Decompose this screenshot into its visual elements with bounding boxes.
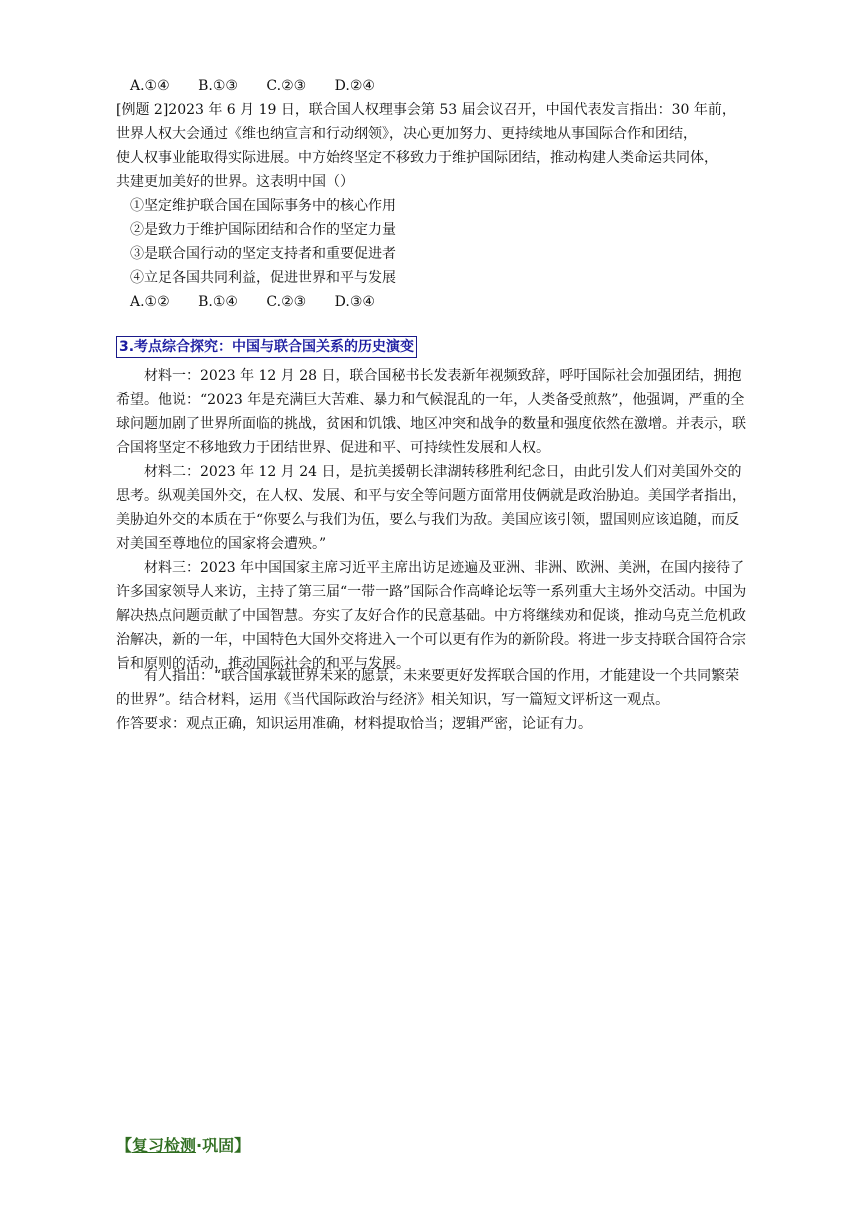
review-link-check[interactable]: 复习检测 [132, 1136, 197, 1155]
q1-option-b: B.①③ [198, 78, 238, 94]
example2-stem-line2: 世界人权大会通过《维也纳宣言和行动纲领》，决心更加努力、更持续地从事国际合作和团结， [116, 126, 697, 142]
answer-requirement: 作答要求：观点正确，知识运用准确，材料提取恰当；逻辑严密，论证有力。 [116, 716, 592, 732]
example2-option-c: C.②③ [266, 294, 307, 310]
example2-item-4: ④立足各国共同利益，促进世界和平与发展 [130, 270, 396, 286]
material-1: 材料一：2023 年 12 月 28 日，联合国秘书长发表新年视频致辞，呼吁国际社会加强团结，拥抱希望。他说：“2023 年是充满巨大苦难、暴力和气候混乱的一年，人类备受煎熬”，他强调，严重的全球问题加剧了世界所面临的挑战，贫困和饥饿、地区冲突和战争的数量和强度依然在激增。并表示，联合国将坚定不移地致力于团结世界、促进和平、可持续性发展和人权。 [116, 368, 746, 456]
review-heading: 【复习检测·巩固】 [116, 1136, 251, 1155]
example2-option-a: A.①② [130, 294, 170, 310]
example2-label: [例题 2] [116, 102, 169, 118]
example2-item-1: ①坚定维护联合国在国际事务中的核心作用 [130, 198, 396, 214]
material-3: 材料三：2023 年中国国家主席习近平主席出访足迹遍及亚洲、非洲、欧洲、美洲，在国内接待了许多国家领导人来访，主持了第三届“一带一路”国际合作高峰论坛等一系列重大主场外交活动。中国为解决热点问题贡献了中国智慧。夯实了友好合作的民意基础。中方将继续劝和促谈，推动乌克兰危机政治解决，新的一年，中国特色大国外交将进入一个可以更有作为的新阶段。将进一步支持联合国符合宗旨和原则的活动，推动国际社会的和平与发展。 [116, 560, 747, 672]
section3-title: 3.考点综合探究：中国与联合国关系的历史演变 [116, 336, 417, 358]
essay-question: 有人指出：“联合国承载世界未来的愿景，未来要更好发挥联合国的作用，才能建设一个共同繁荣的世界”。结合材料，运用《当代国际政治与经济》相关知识，写一篇短文评析这一观点。 [116, 668, 740, 708]
example2-item-3: ③是联合国行动的坚定支持者和重要促进者 [130, 246, 396, 262]
material-2: 材料二：2023 年 12 月 24 日，是抗美援朝长津湖转移胜利纪念日，由此引发人们对美国外交的思考。纵观美国外交，在人权、发展、和平与安全等问题方面常用伎俩就是政治胁迫。美国学者指出，美胁迫外交的本质在于“你要么与我们为伍，要么与我们为敌。美国应该引领，盟国则应该追随，而反对美国至尊地位的国家将会遭殃。” [116, 464, 746, 552]
q1-option-d: D.②④ [334, 78, 375, 94]
q1-options [130, 74, 399, 98]
example2-stem-line4: 共建更加美好的世界。这表明中国（） [116, 174, 354, 190]
example2-option-d: D.③④ [334, 294, 375, 310]
q1-option-a: A.①④ [130, 78, 170, 94]
example2-stem-line3: 使人权事业能取得实际进展。中方始终坚定不移致力于维护国际团结，推动构建人类命运共同体， [116, 150, 718, 166]
example2-stem-line1: [例题 2]2023 年 6 月 19 日，联合国人权理事会第 53 届会议召开，中国代表发言指出：30 年前， [116, 102, 736, 118]
q1-option-c: C.②③ [266, 78, 307, 94]
example2-options [130, 290, 399, 314]
example2-option-b: B.①④ [198, 294, 238, 310]
example2-item-2: ②是致力于维护国际团结和合作的坚定力量 [130, 222, 396, 238]
